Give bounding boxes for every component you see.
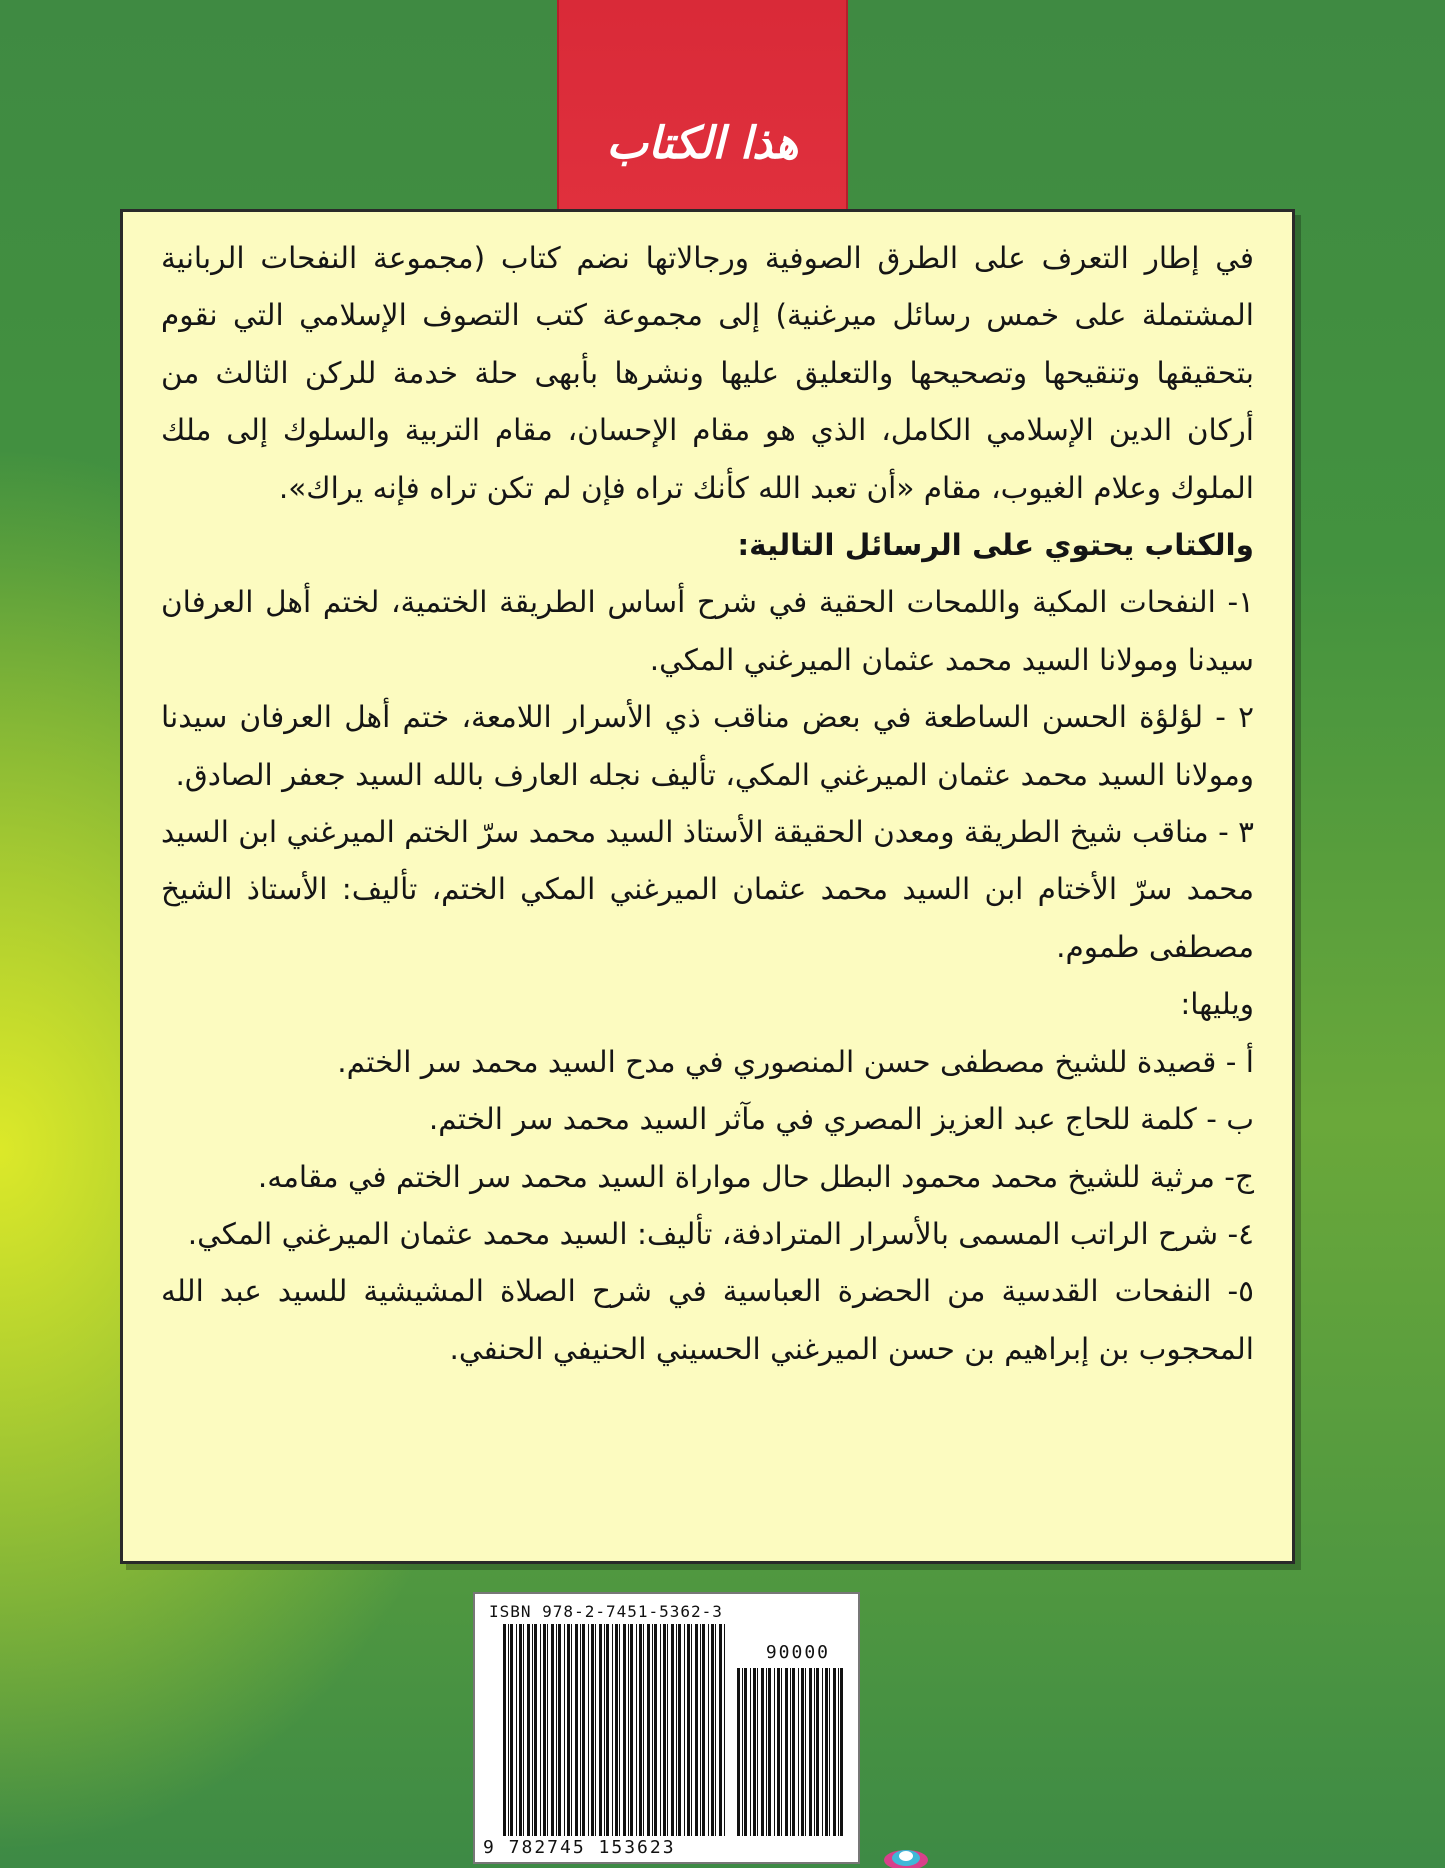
list-item: ٣ - مناقب شيخ الطريقة ومعدن الحقيقة الأستاذ السيد محمد سرّ الختم الميرغني ابن السيد محمد سرّ الأختام ابن السيد محمد عثمان الميرغني المكي الختم، تأليف: الأستاذ الشيخ مصطفى طموم.: [161, 815, 1254, 964]
banner-title: هذا الكتاب: [606, 118, 799, 169]
price-code: 90000: [765, 1642, 830, 1663]
list-item: ١- النفحات المكية واللمحات الحقية في شرح أساس الطريقة الختمية، لختم أهل العرفان سيدنا ومولانا السيد محمد عثمان الميرغني المكي.: [161, 585, 1254, 677]
description-box: [120, 209, 1295, 1564]
barcode-label: [473, 1592, 860, 1864]
addon-barcode-icon: [737, 1668, 843, 1836]
isbn-text: ISBN 978-2-7451-5362-3: [489, 1602, 723, 1621]
list-item: ٥- النفحات القدسية من الحضرة العباسية في شرح الصلاة المشيشية للسيد عبد الله المحجوب بن إبراهيم بن حسن الميرغني الحسيني الحنيفي الحنفي.: [161, 1274, 1254, 1366]
publisher-logo-icon: [882, 1838, 930, 1868]
barcode-digits: 9 782745 153623: [483, 1837, 676, 1858]
title-banner: [557, 0, 848, 210]
list-item: ٤- شرح الراتب المسمى بالأسرار المترادفة، تأليف: السيد محمد عثمان الميرغني المكي.: [187, 1216, 1254, 1251]
list-item: ج- مرثية للشيخ محمد محمود البطل حال مواراة السيد محمد سر الختم في مقامه.: [257, 1159, 1254, 1194]
list-item: أ - قصيدة للشيخ مصطفى حسن المنصوري في مدح السيد محمد سر الختم.: [337, 1044, 1254, 1079]
contents-heading: والكتاب يحتوي على الرسائل التالية:: [737, 528, 1254, 563]
list-item: ويليها:: [1180, 987, 1254, 1022]
list-item: ب - كلمة للحاج عبد العزيز المصري في مآثر السيد محمد سر الختم.: [428, 1102, 1254, 1137]
intro-paragraph: في إطار التعرف على الطرق الصوفية ورجالاتها نضم كتاب (مجموعة النفحات الربانية المشتملة على خمس رسائل ميرغنية) إلى مجموعة كتب التصوف الإسلامي التي نقوم بتحقيقها وتنقيحها وتصحيحها والتعليق عليها ونشرها بأبهى حلة خدمة للركن الثالث من أركان الدين الإسلامي الكامل، الذي هو مقام الإحسان، مقام التربية والسلوك إلى ملك الملوك وعلام الغيوب، مقام «أن تعبد الله كأنك تراه فإن لم تكن تراه فإنه يراك».: [161, 241, 1254, 505]
list-item: ٢ - لؤلؤة الحسن الساطعة في بعض مناقب ذي الأسرار اللامعة، ختم أهل العرفان سيدنا ومولانا السيد محمد عثمان الميرغني المكي، تأليف نجله العارف بالله السيد جعفر الصادق.: [161, 700, 1254, 792]
barcode-icon: [503, 1624, 728, 1836]
